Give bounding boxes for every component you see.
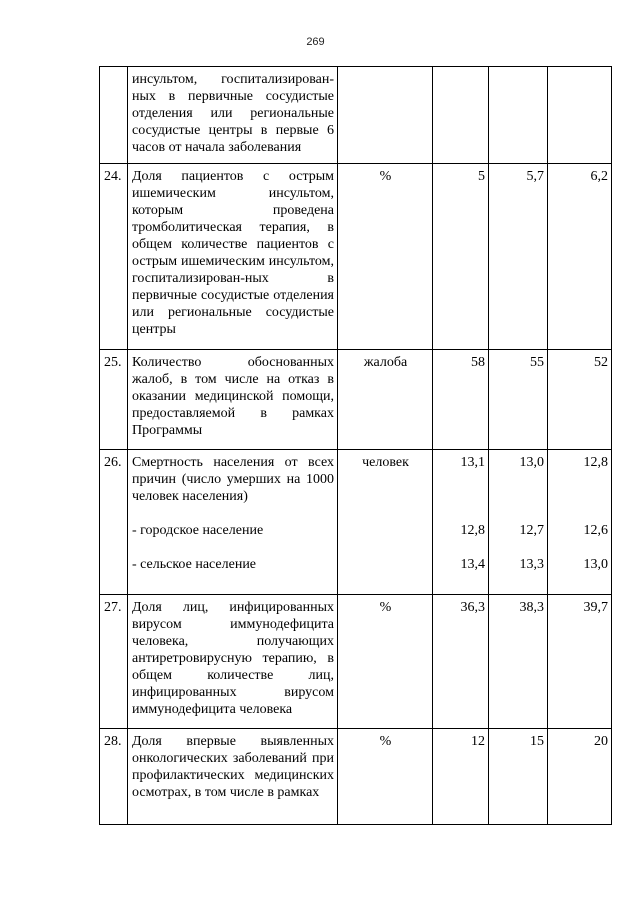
unit-cell: % (338, 729, 433, 825)
row-number (100, 67, 128, 164)
table-row (100, 450, 612, 595)
value-year-3: 6,2 (548, 164, 612, 350)
indicators-table (99, 66, 612, 825)
value-urban: 12,6 (583, 523, 608, 538)
row-number: 26. (100, 450, 128, 595)
table-row (100, 350, 612, 450)
row-number: 27. (100, 595, 128, 729)
indicator-description: Доля пациентов с острым ишемическим инсультом, которым проведена тромболитическая терапия, в общем количестве пациентов с острым ишемическим инсультом, госпитализирован-ных в первичные сосудистые отделения или региональные сосудистые центры (128, 164, 338, 350)
value-year-2 (489, 67, 548, 164)
unit-cell (338, 67, 433, 164)
table-row (100, 595, 612, 729)
value-year-1 (433, 450, 489, 595)
value-total: 12,8 (583, 455, 608, 470)
value-total: 13,1 (460, 455, 485, 470)
value-year-2: 55 (489, 350, 548, 450)
table-row (100, 164, 612, 350)
value-total: 13,0 (519, 455, 544, 470)
unit-cell: % (338, 595, 433, 729)
value-year-3 (548, 67, 612, 164)
value-year-2: 38,3 (489, 595, 548, 729)
value-urban: 12,7 (519, 523, 544, 538)
unit-cell: человек (338, 450, 433, 595)
indicator-description: Количество обоснованных жалоб, в том числе на отказ в оказании медицинской помощи, предоставляемой в рамках Программы (128, 350, 338, 450)
unit-cell: жалоба (338, 350, 433, 450)
value-year-2 (489, 450, 548, 595)
value-rural: 13,3 (519, 557, 544, 572)
value-year-1 (433, 67, 489, 164)
table-row (100, 67, 612, 164)
value-year-3: 39,7 (548, 595, 612, 729)
indicator-description: инсультом, госпитализирован-ных в первичные сосудистые отделения или региональные сосудистые центры в первые 6 часов от начала заболевания (128, 67, 338, 164)
unit-cell: % (338, 164, 433, 350)
value-rural: 13,4 (460, 557, 485, 572)
value-urban: 12,8 (460, 523, 485, 538)
row-number: 25. (100, 350, 128, 450)
indicator-description (128, 450, 338, 595)
row-number: 28. (100, 729, 128, 825)
value-year-1: 36,3 (433, 595, 489, 729)
value-year-3: 52 (548, 350, 612, 450)
indicator-description: Доля впервые выявленных онкологических заболеваний при профилактических медицинских осмотрах, в том числе в рамках (128, 729, 338, 825)
table-row (100, 729, 612, 825)
subgroup-rural-label: - сельское население (132, 557, 257, 572)
value-year-1: 12 (433, 729, 489, 825)
indicator-main-text: Смертность населения от всех причин (число умерших на 1000 человек населения) (132, 455, 334, 504)
row-number: 24. (100, 164, 128, 350)
value-year-2: 15 (489, 729, 548, 825)
value-year-1: 58 (433, 350, 489, 450)
value-year-1: 5 (433, 164, 489, 350)
page-number: 269 (306, 36, 325, 48)
value-year-3 (548, 450, 612, 595)
value-year-2: 5,7 (489, 164, 548, 350)
subgroup-urban-label: - городское население (132, 523, 264, 538)
indicator-description: Доля лиц, инфицированных вирусом иммунодефицита человека, получающих антиретровирусную терапию, в общем количестве лиц, инфицированных вирусом иммунодефицита человека (128, 595, 338, 729)
value-rural: 13,0 (583, 557, 608, 572)
value-year-3: 20 (548, 729, 612, 825)
